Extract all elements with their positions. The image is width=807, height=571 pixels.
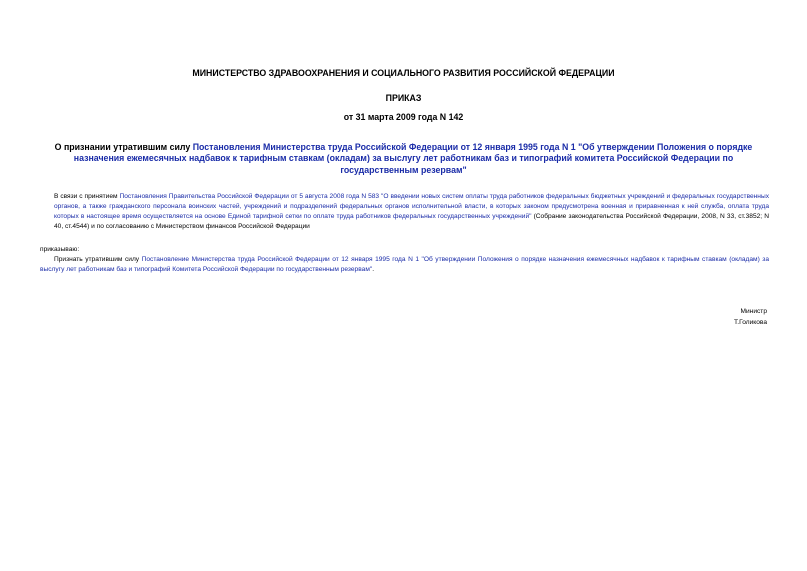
- date-number-heading: от 31 марта 2009 года N 142: [343, 112, 464, 122]
- order-body-paragraph: [40, 255, 769, 275]
- body-link[interactable]: Постановление Министерства труда Российской Федерации от 12 января 1995 года N 1 "Об утверждении Положения о порядке назначения ежемесячных надбавок к тарифным ставкам (окладам) за выслугу лет работникам баз и типографий Комитета Российской Федерации по государственным резервам": [40, 256, 769, 274]
- signer-title: Министр: [740, 308, 767, 315]
- document-title: [40, 142, 767, 176]
- doc-type-heading: ПРИКАЗ: [385, 93, 422, 103]
- preamble-paragraph: [54, 192, 769, 232]
- ministry-heading: МИНИСТЕРСТВО ЗДРАВООХРАНЕНИЯ И СОЦИАЛЬНОГО РАЗВИТИЯ РОССИЙСКОЙ ФЕДЕРАЦИИ: [192, 68, 615, 78]
- order-word: приказываю:: [40, 246, 80, 253]
- preamble-suffix: (Собрание законодательства Российской Федерации, 2008, N 33, ст.3852; N 40, ст.4544) и по согласованию с Министерством финансов Российской Федерации: [54, 213, 769, 231]
- preamble-link[interactable]: Постановления Правительства Российской Федерации от 5 августа 2008 года N 583 "О введении новых систем оплаты труда работников федеральных бюджетных учреждений и федеральных государственных органов, а также гражданского персонала воинских частей, учреждений и подразделений федеральных органов исполнительной власти, в которых законом предусмотрена военная и приравненная к ней служба, оплата труда которых в настоящее время осуществляется на основе Единой тарифной сетки по оплате труда работников федеральных государственных учреждений": [54, 193, 769, 221]
- title-link[interactable]: Постановления Министерства труда Российской Федерации от 12 января 1995 года N 1 "Об утверждении Положения о порядке назначения ежемесячных надбавок к тарифным ставкам (окладам) за выслугу лет работникам баз и типографий комитета Российской Федерации по государственным резервам": [73, 142, 753, 175]
- body-suffix: .: [372, 266, 375, 274]
- signer-name: Т.Голикова: [733, 319, 767, 326]
- preamble-prefix: В связи с принятием: [54, 193, 120, 200]
- title-prefix: О признании утратившим силу: [54, 142, 193, 152]
- body-prefix: Признать утратившим силу: [54, 256, 142, 263]
